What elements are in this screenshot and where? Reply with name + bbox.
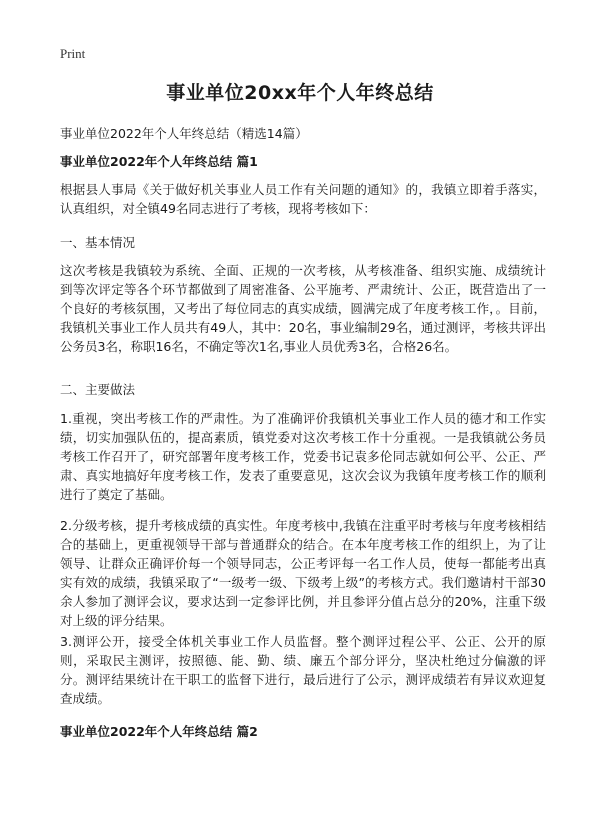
- method-item-2: 2.分级考核，提升考核成绩的真实性。年度考核中,我镇在注重平时考核与年度考核相结合的基础上，更重视领导干部与普通群众的结合。在本年度考核工作的组织上，为了让领导、让群众正确评价每一个领导同志，公正考评每一名工作人员，使每一都能考出真实有效的成绩，我镇采取了“一级考一级、下级考上级”的考核方式。我们邀请村干部30余人参加了测评会议，要求达到一定参评比例，并且参评分值占总分的20%，注重下级对上级的评分结果。: [60, 518, 546, 628]
- basic-situation-paragraph: 这次考核是我镇较为系统、全面、正规的一次考核，从考核准备、组织实施、成绩统计到等次评定等各个环节都做到了周密准备、公平施考、严肃统计、公正，既营造出了一个良好的考核氛围，又考出了每位同志的真实成绩，圆满完成了年度考核工作，。目前，我镇机关事业工作人员共有49人，其中：20名，事业编制29名，通过测评，考核共评出公务员3名，称职16名，不确定等次1名,事业人员优秀3名，合格26名。: [60, 263, 546, 354]
- method-item-1: 1.重视，突出考核工作的严肃性。为了准确评价我镇机关事业工作人员的德才和工作实绩，切实加强队伍的，提高素质，镇党委对这次考核工作十分重视。一是我镇就公务员考核工作召开了，研究部署年度考核工作，党委书记袁多伦同志就如何公平、公正、严肃、真实地搞好年度考核工作，发表了重要意见，这次会议为我镇年度考核工作的顺利进行了奠定了基础。: [60, 411, 546, 502]
- intro-paragraph: 根据县人事局《关于做好机关事业人员工作有关问题的通知》的，我镇立即着手落实，认真组织，对全镇49名同志进行了考核，现将考核如下：: [60, 182, 546, 216]
- method-item-3: 3.测评公开，接受全体机关事业工作人员监督。整个测评过程公平、公正、公开的原则，采取民主测评，按照德、能、勤、绩、廉五个部分评分，坚决杜绝过分偏激的评分。测评结果统计在干职工的监督下进行，最后进行了公示，测评成绩若有异议欢迎复查成绩。: [60, 634, 546, 706]
- subsection-heading-basic: 一、基本情况: [60, 235, 136, 250]
- document-title: 事业单位20xx年个人年终总结: [166, 82, 434, 104]
- document-subtitle: 事业单位2022年个人年终总结（精选14篇）: [60, 126, 308, 141]
- print-link[interactable]: Print: [60, 46, 86, 61]
- subsection-heading-methods: 二、主要做法: [60, 382, 136, 397]
- section-heading-2: 事业单位2022年个人年终总结 篇2: [60, 724, 258, 739]
- section-heading-1: 事业单位2022年个人年终总结 篇1: [60, 154, 258, 169]
